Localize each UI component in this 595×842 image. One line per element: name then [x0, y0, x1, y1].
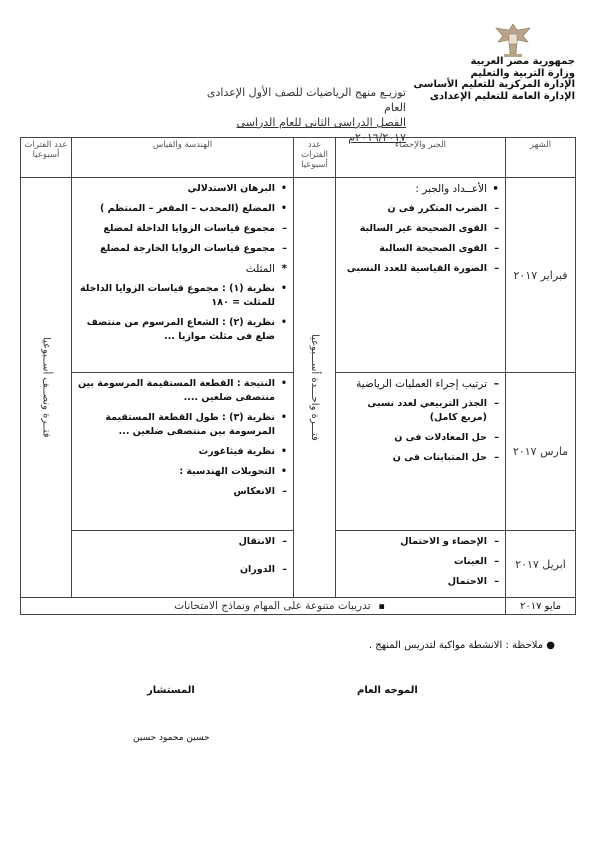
algebra-periods-text: فتـــرة واحـــدة أســـبوعيا — [309, 334, 320, 441]
month-cell: فبراير ٢٠١٧ — [506, 178, 576, 373]
footer-text: تدريبات متنوعة على المهام ونماذج الامتحانات — [174, 600, 371, 612]
list-item: • الأعــداد والجبر : — [415, 183, 499, 195]
algebra-cell — [336, 531, 506, 598]
table-header-row — [21, 138, 576, 178]
list-item: – الصورة القياسية للعدد النسبى — [346, 263, 499, 274]
list-item: – حل المتباينات فى ن — [392, 452, 499, 463]
month-cell: مايو ٢٠١٧ — [506, 598, 576, 615]
list-item: – القوى الصحيحة السالبة — [379, 243, 499, 254]
list-item: • نظرية (٣) : طول القطعة المستقيمة المرسومة بين منتصفى ضلعين ... — [105, 412, 287, 437]
geometry-periods-cell — [21, 178, 72, 598]
list-item: – مجموع قياسات الزوايا الخارجة لمضلع — [100, 243, 287, 254]
geometry-cell — [72, 178, 294, 373]
header-line: الإدارة المركزية للتعليم الأساسى — [413, 79, 575, 90]
note — [369, 640, 555, 651]
eagle-emblem-icon — [490, 20, 536, 60]
list-item: – ترتيب إجراء العمليات الرياضية — [356, 378, 499, 390]
title-line2: الفصل الدراسى الثانى للعام الدراسى ٢٠١٦/٢٠١٧م — [236, 116, 406, 144]
header-line: الإدارة العامة للتعليم الإعدادى — [429, 90, 575, 102]
header-line: جمهورية مصر العربية — [470, 56, 575, 67]
geometry-periods-text: فتــرة ونصــف أســبوعيا — [40, 337, 52, 438]
list-item: – الإحصاء و الاحتمال — [400, 536, 499, 547]
table-row — [21, 178, 576, 373]
bullet-icon: ● — [543, 640, 555, 651]
list-item: – الاحتمال — [447, 576, 499, 587]
list-item: – العينات — [453, 556, 499, 567]
header-algebra: الجبر والإحصاء — [336, 138, 506, 178]
supervisor-title: الموجه العام — [357, 685, 418, 696]
list-item: – حل المعادلات فى ن — [394, 432, 499, 443]
footer-text-cell — [21, 598, 506, 615]
list-item: – الانعكاس — [233, 486, 287, 497]
table-footer-row — [21, 598, 576, 615]
list-item: • نظرية فيثاغورث — [198, 446, 287, 457]
list-item: – مجموع قياسات الزوايا الداخلة لمضلع — [103, 223, 287, 234]
algebra-periods-cell — [294, 178, 336, 598]
geometry-cell — [72, 373, 294, 531]
title-line1: توزيـع منهج الرياضيات للصف الأول الإعدادى العام — [206, 86, 406, 114]
header-month: الشهر — [506, 138, 576, 178]
list-item: – الانتقال — [238, 536, 287, 547]
list-item: • نظرية (١) : مجموع قياسات الزوايا الداخلة للمثلث = ١٨٠ — [80, 283, 287, 308]
header-line: وزارة التربية والتعليم — [470, 67, 575, 79]
advisor-title: المستشار — [147, 685, 195, 696]
bullet-icon: ▪ — [378, 601, 385, 612]
header-periods: عدد الفترات أسبوعيا — [21, 138, 72, 178]
document-title — [182, 85, 406, 145]
list-item: – الدوران — [239, 564, 287, 575]
header-periods: عدد الفترات أسبوعيا — [294, 138, 336, 178]
month-cell: ابريل ٢٠١٧ — [506, 531, 576, 598]
list-item: – الجذر التربيعي لعدد نسبى (مربع كامل) — [367, 398, 499, 423]
advisor-name: حسين محمود حسين — [133, 733, 210, 743]
list-item: • التحويلات الهندسية : — [179, 466, 287, 477]
list-item: – الضرب المتكرر فى ن — [387, 203, 499, 214]
header-geometry: الهندسة والقياس — [72, 138, 294, 178]
algebra-cell — [336, 178, 506, 373]
algebra-cell — [336, 373, 506, 531]
list-item: • البرهان الاستدلالي — [187, 183, 287, 194]
list-item: * المثلث — [245, 263, 287, 275]
ministry-header — [414, 56, 575, 102]
list-item: • النتيجة : القطعة المستقيمة المرسومة بين منتصفى ضلعين .... — [77, 378, 287, 403]
list-item: • المضلع (المحدب – المقعر – المنتظم ) — [100, 203, 287, 214]
geometry-cell — [72, 531, 294, 598]
curriculum-table — [20, 137, 576, 615]
list-item: – القوى الصحيحة غير السالبة — [359, 223, 499, 234]
list-item: • نظرية (٢) : الشعاع المرسوم من منتصف ضلع فى مثلث موازيا ... — [86, 317, 287, 342]
month-cell: مارس ٢٠١٧ — [506, 373, 576, 531]
note-text: ملاحظة : الانشطة مواكبة لتدريس المنهج . — [368, 640, 544, 651]
